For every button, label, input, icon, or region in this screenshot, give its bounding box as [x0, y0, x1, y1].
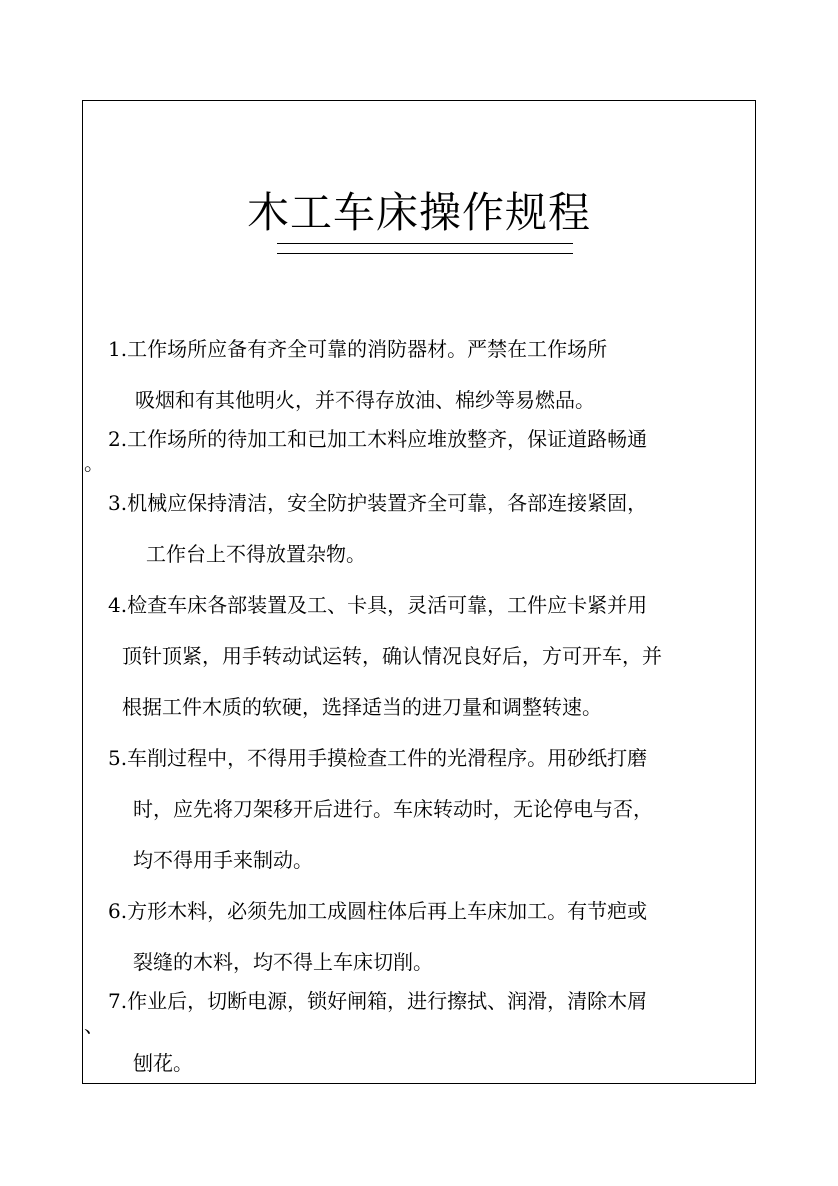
item-number: 1. — [108, 337, 128, 361]
item-text: 检查车床各部装置及工、卡具，灵活可靠，工件应卡紧并用 — [127, 593, 648, 617]
item-number: 2. — [108, 427, 128, 451]
item-7-overflow-punctuation: 、 — [84, 1013, 104, 1037]
item-number: 3. — [108, 491, 128, 515]
item-5-line-3: 均不得用手来制动。 — [133, 848, 313, 872]
item-number: 6. — [108, 899, 128, 923]
item-number: 7. — [108, 989, 128, 1013]
title-underline-bottom — [277, 253, 573, 254]
item-text: 方形木料，必须先加工成圆柱体后再上车床加工。有节疤或 — [127, 899, 648, 923]
item-3-line-1 — [108, 490, 647, 516]
item-text: 作业后，切断电源，锁好闸箱，进行擦拭、润滑，清除木屑 — [127, 989, 648, 1013]
item-7-line-1 — [108, 988, 647, 1014]
item-7-line-2: 刨花。 — [133, 1051, 193, 1075]
item-2-line-1 — [108, 426, 647, 452]
item-number: 4. — [108, 593, 128, 617]
item-4-line-1 — [108, 592, 647, 618]
item-6-line-1 — [108, 898, 647, 924]
item-1-line-2: 吸烟和有其他明火，并不得存放油、棉纱等易燃品。 — [135, 388, 595, 412]
item-6-line-2: 裂缝的木料，均不得上车床切削。 — [133, 950, 433, 974]
item-4-line-3: 根据工件木质的软硬，选择适当的进刀量和调整转速。 — [122, 695, 602, 719]
item-1-line-1 — [108, 336, 607, 362]
item-text: 机械应保持清洁，安全防护装置齐全可靠，各部连接紧固， — [127, 491, 648, 515]
item-text: 车削过程中，不得用手摸检查工件的光滑程序。用砂纸打磨 — [127, 746, 648, 770]
item-4-line-2: 顶针顶紧，用手转动试运转，确认情况良好后，方可开车，并 — [122, 644, 662, 668]
item-number: 5. — [108, 746, 128, 770]
document-title: 木工车床操作规程 — [246, 188, 591, 237]
item-5-line-2: 时，应先将刀架移开后进行。车床转动时，无论停电与否， — [133, 797, 653, 821]
item-3-line-2: 工作台上不得放置杂物。 — [146, 542, 366, 566]
title-underline-top — [277, 243, 573, 244]
item-text: 工作场所应备有齐全可靠的消防器材。严禁在工作场所 — [127, 337, 608, 361]
item-5-line-1 — [108, 745, 647, 771]
item-2-overflow-punctuation: 。 — [84, 451, 104, 475]
item-text: 工作场所的待加工和已加工木料应堆放整齐，保证道路畅通 — [127, 427, 648, 451]
